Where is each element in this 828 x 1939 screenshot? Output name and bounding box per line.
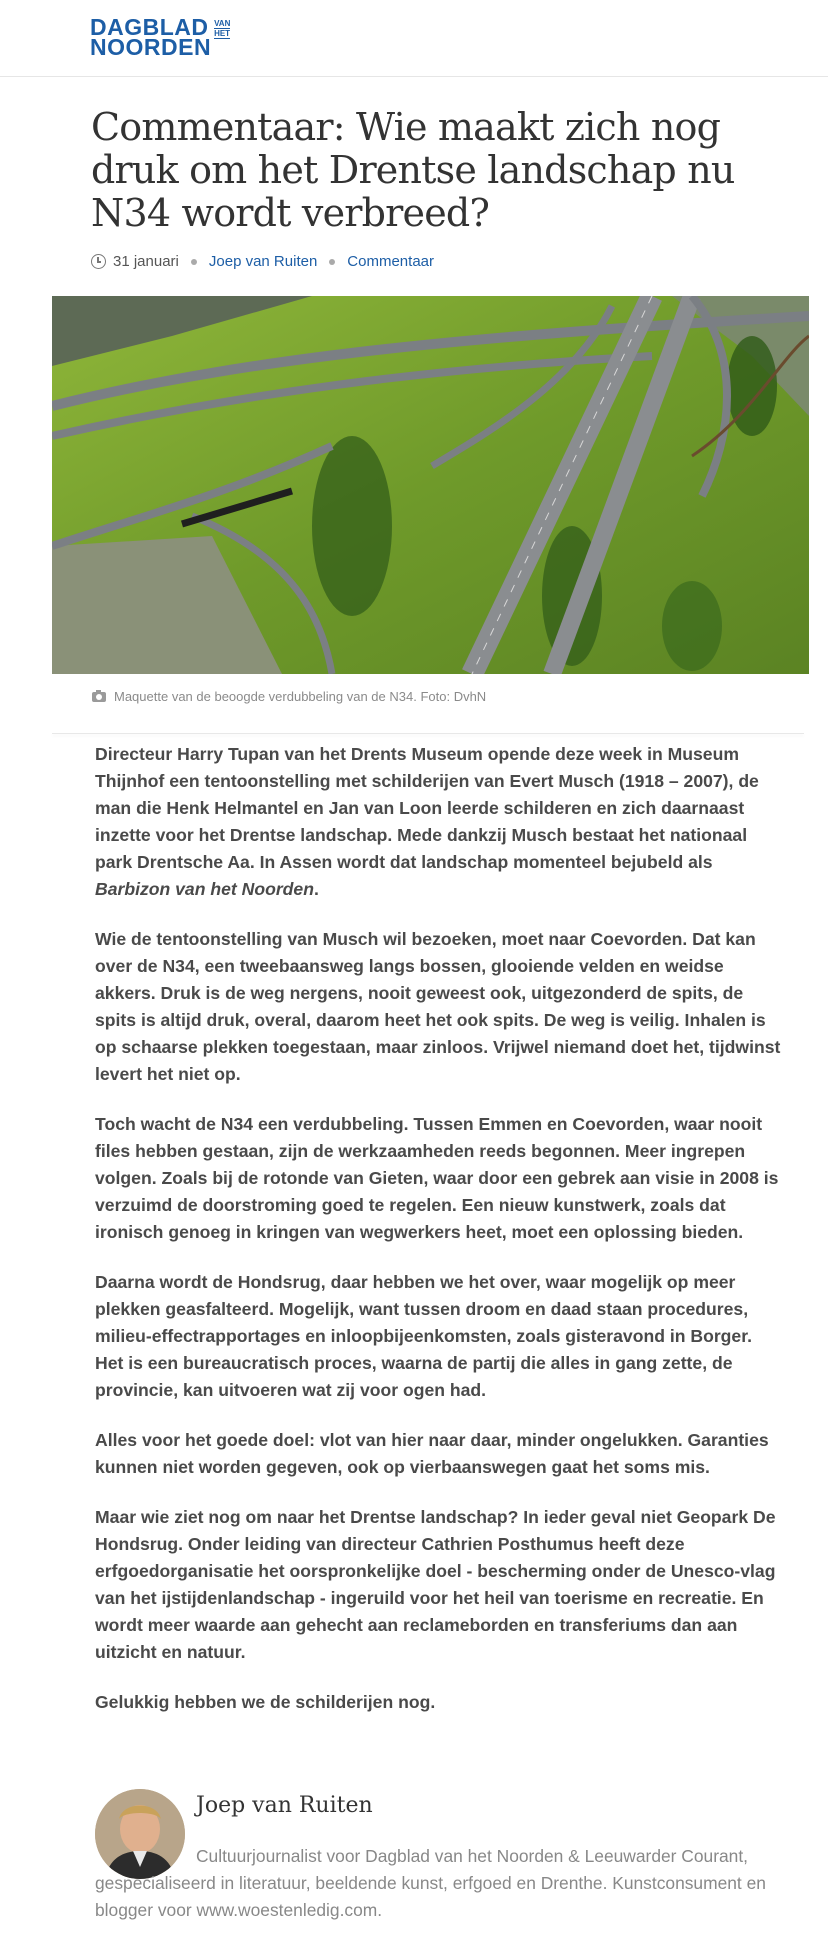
image-caption xyxy=(92,689,486,704)
article-meta xyxy=(91,253,434,270)
article-title: Commentaar: Wie maakt zich nog druk om het Drentse landschap nu N34 wordt verbreed? xyxy=(91,105,735,235)
logo-small1: VAN xyxy=(214,19,231,28)
logo-line1: DAGBLAD xyxy=(90,14,209,40)
paragraph: Gelukkig hebben we de schilderijen nog. xyxy=(95,1692,436,1712)
paragraph-emphasis: Barbizon van het Noorden xyxy=(95,879,314,899)
paragraph: Alles voor het goede doel: vlot van hier naar daar, minder ongelukken. Garanties kunnen niet worden gegeven, ook op vierbaanswegen gaat het soms mis. xyxy=(95,1430,769,1477)
clock-icon xyxy=(91,254,106,269)
logo-wordmark xyxy=(90,14,212,60)
meta-separator xyxy=(191,259,197,265)
hero-image xyxy=(52,296,809,674)
site-header xyxy=(0,0,828,77)
paragraph: Daarna wordt de Hondsrug, daar hebben we het over, waar mogelijk op meer plekken geasfalteerd. Mogelijk, want tussen droom en daad staan procedures, milieu-effectrapportages en inloopbijeenkomsten, zoals gisteravond in Borger. Het is een bureaucratisch proces, waarna de partij die alles in gang zette, de provincie, kan uitvoeren wat zij voor ogen had. xyxy=(95,1272,752,1400)
divider xyxy=(52,733,804,734)
author-link[interactable]: Joep van Ruiten xyxy=(208,253,318,270)
paragraph-text: Directeur Harry Tupan van het Drents Museum opende deze week in Museum Thijnhof een tentoonstelling met schilderijen van Evert Musch (1918 – 2007), de man die Henk Helmantel en Jan van Loon leerde schilderen en zich daarnaast inzette voor het Drentse landschap. Mede dankzij Musch bestaat het nationaal park Drentsche Aa. In Assen wordt dat landschap momenteel bejubeld als xyxy=(95,744,759,872)
site-logo[interactable] xyxy=(90,14,231,60)
paragraph: Maar wie ziet nog om naar het Drentse landschap? In ieder geval niet Geopark De Hondsrug. Onder leiding van directeur Cathrien Posthumus heeft deze erfgoedorganisatie het oorspronkelijke doel - bescherming onder de Unesco-vlag van het ijstijdenlandschap - ingeruild voor het heil van toerisme en recreatie. En wordt meer waarde aan gehecht aan reclameborden en transferiums dan aan uitzicht en natuur. xyxy=(95,1507,776,1662)
paragraph: Wie de tentoonstelling van Musch wil bezoeken, moet naar Coevorden. Dat kan over de N34, een tweebaansweg langs bossen, glooiende velden en weidse akkers. Druk is de weg nergens, nooit geweest ook, uitgezonderd de spits, de spits is altijd druk, overal, daarom heet het ook spits. De weg is veilig. Inhalen is op schaarse plekken toegestaan, maar zinloos. Vrijwel niemand doet het, tijdwinst levert het niet op. xyxy=(95,929,781,1084)
meta-separator xyxy=(329,259,335,265)
article-date: 31 januari xyxy=(113,253,179,270)
paragraph: Directeur Harry Tupan van het Drents Museum opende deze week in Museum Thijnhof een tentoonstelling met schilderijen van Evert Musch (1918 – 2007), de man die Henk Helmantel en Jan van Loon leerde schilderen en zich daarnaast inzette voor het Drentse landschap. Mede dankzij Musch bestaat het nationaal park Drentsche Aa. In Assen wordt dat landschap momenteel bejubeld als Barbizon van het Noorden. xyxy=(95,744,759,899)
author-name[interactable]: Joep van Ruiten xyxy=(196,1793,373,1818)
camera-icon xyxy=(92,692,106,702)
paragraph: Toch wacht de N34 een verdubbeling. Tussen Emmen en Coevorden, waar nooit files hebben gestaan, zijn de werkzaamheden reeds begonnen. Meer ingrepen volgen. Zoals bij de rotonde van Gieten, waar door een gebrek aan visie in 2008 is verzuimd de doorstroming goed te regelen. Een nieuw kunstwerk, zoals dat ironisch genoeg in kringen van wegwerkers heet, moet een oplossing bieden. xyxy=(95,1114,779,1242)
caption-text: Maquette van de beoogde verdubbeling van de N34. Foto: DvhN xyxy=(114,689,487,704)
logo-small xyxy=(214,19,230,39)
category-link[interactable]: Commentaar xyxy=(347,253,434,270)
road-model-photo xyxy=(52,296,809,674)
author-bio: Cultuurjournalist voor Dagblad van het Noorden & Leeuwarder Courant, gespecialiseerd in literatuur, beeldende kunst, erfgoed en Drenthe. Kunstconsument en blogger voor www.woestenledig.com. xyxy=(95,1846,766,1920)
logo-line2: NOORDEN xyxy=(90,34,212,60)
article-body xyxy=(95,741,785,1739)
logo-small2: HET xyxy=(214,29,231,38)
